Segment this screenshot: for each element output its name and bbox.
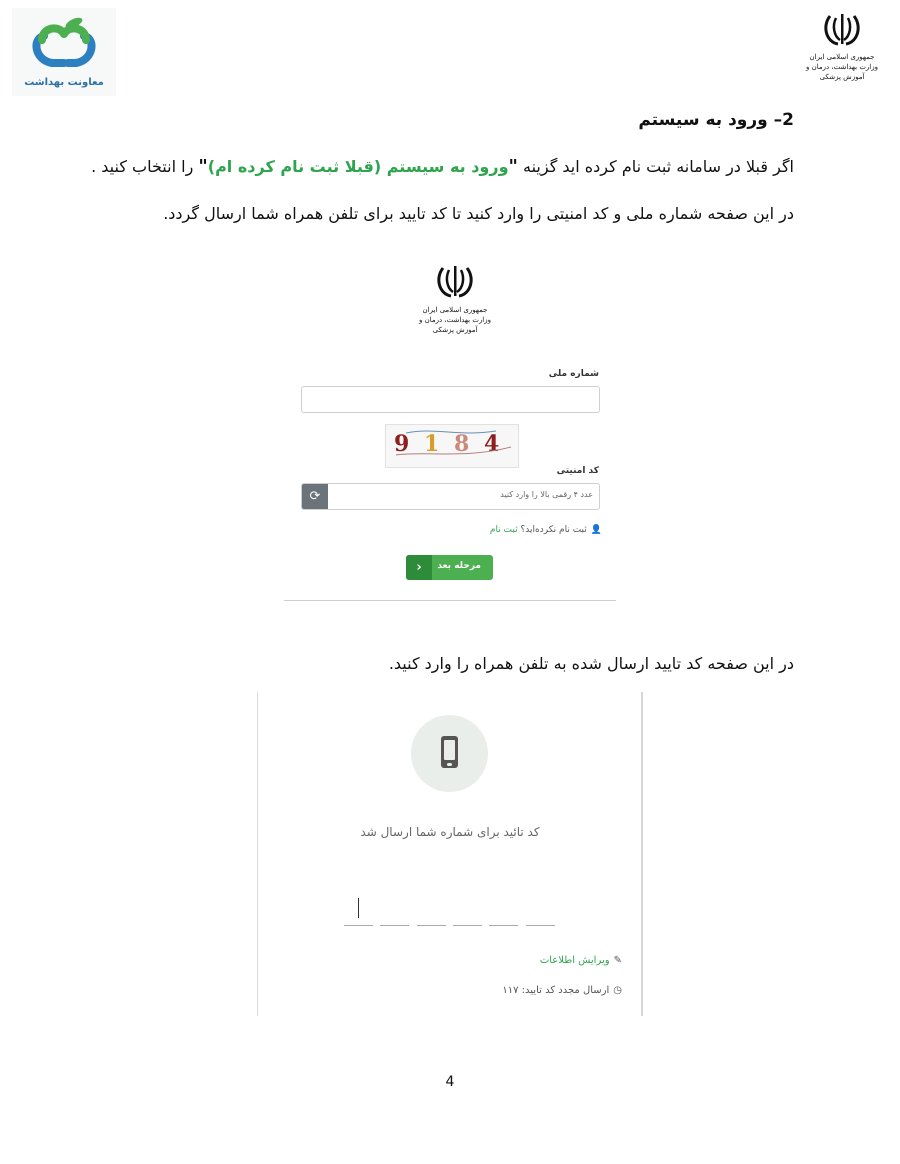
otp-digit-input[interactable] xyxy=(526,925,555,926)
login-emblem xyxy=(410,263,500,335)
login-screenshot xyxy=(284,245,616,601)
otp-digit-input[interactable] xyxy=(489,925,518,926)
verify-left-border xyxy=(257,692,258,1016)
verify-message: کد تائید برای شماره شما ارسال شد xyxy=(360,825,540,839)
next-step-button[interactable] xyxy=(406,555,493,580)
register-link[interactable]: ثبت نام xyxy=(489,525,518,535)
security-code-field[interactable] xyxy=(301,483,600,510)
login-divider xyxy=(284,600,616,601)
otp-digit-input[interactable] xyxy=(344,925,373,926)
otp-digit-input[interactable] xyxy=(380,925,409,926)
section-heading: 2– ورود به سیستم xyxy=(638,110,794,130)
register-prompt xyxy=(490,525,602,535)
captcha-noise-lines xyxy=(386,425,518,467)
login-emblem-line-1: جمهوری اسلامی ایران xyxy=(422,306,488,314)
captcha-digit: 8 xyxy=(454,431,470,457)
next-step-label: مرحله بعد xyxy=(437,561,481,571)
otp-digit-input[interactable] xyxy=(417,925,446,926)
captcha-image xyxy=(385,424,519,468)
register-question: ثبت نام نکرده‌اید؟ xyxy=(520,525,587,535)
edit-info-label: ویرایش اطلاعات xyxy=(539,955,610,966)
edit-info-link[interactable] xyxy=(540,955,622,966)
refresh-icon: ⟳ xyxy=(309,489,321,504)
login-emblem-line-2: وزارت بهداشت، درمان و آموزش پزشکی xyxy=(418,316,492,334)
phone-badge xyxy=(411,715,488,792)
captcha-digit: 4 xyxy=(484,431,500,457)
page-number: 4 xyxy=(445,1074,455,1090)
logo-brand-text: معاونت بهداشت xyxy=(24,77,104,88)
para1-quote-close: " xyxy=(198,156,208,177)
captcha-digit: 9 xyxy=(394,431,410,457)
emblem-icon xyxy=(822,12,862,48)
national-id-label: شماره ملی xyxy=(548,369,599,379)
mobile-phone-icon xyxy=(441,736,458,768)
user-icon: 👤 xyxy=(590,525,602,535)
emblem-line-1: جمهوری اسلامی ایران xyxy=(809,53,875,61)
para1-text-after: را انتخاب کنید . xyxy=(91,157,199,176)
resend-timer xyxy=(502,985,622,996)
verify-right-border xyxy=(641,692,643,1016)
text-cursor xyxy=(358,898,359,918)
iran-emblem xyxy=(796,12,888,84)
verify-screenshot xyxy=(257,692,643,1016)
emblem-line-2: وزارت بهداشت، درمان و آموزش پزشکی xyxy=(805,63,879,81)
instruction-paragraph-2: در این صفحه شماره ملی و کد امنیتی را وارد کنید تا کد تایید برای تلفن همراه شما ارسال گردد. xyxy=(163,204,794,223)
health-logo-icon xyxy=(12,8,116,78)
instruction-paragraph-3: در این صفحه کد تایید ارسال شده به تلفن همراه را وارد کنید. xyxy=(388,654,794,673)
para1-quote-open: " xyxy=(508,156,518,177)
para1-text-before: اگر قبلا در سامانه ثبت نام کرده اید گزینه xyxy=(517,157,794,176)
login-emblem-icon xyxy=(435,263,475,301)
resend-label: ارسال مجدد کد تایید: ۱۱۷ xyxy=(502,985,610,996)
national-id-input[interactable] xyxy=(301,386,600,413)
health-deputy-logo xyxy=(12,8,116,96)
security-code-label: کد امنیتی xyxy=(556,466,599,476)
captcha-digit: 1 xyxy=(424,431,440,457)
clock-icon: ◷ xyxy=(613,985,622,996)
chevron-left-icon: › xyxy=(406,555,432,580)
pencil-icon: ✎ xyxy=(613,955,622,966)
security-code-placeholder: عدد ۴ رقمی بالا را وارد کنید xyxy=(500,490,593,499)
otp-digit-input[interactable] xyxy=(453,925,482,926)
para1-highlight: ورود به سیستم (قبلا ثبت نام کرده ام) xyxy=(207,157,509,176)
refresh-captcha-button[interactable] xyxy=(302,484,328,509)
instruction-paragraph-1 xyxy=(91,155,794,179)
